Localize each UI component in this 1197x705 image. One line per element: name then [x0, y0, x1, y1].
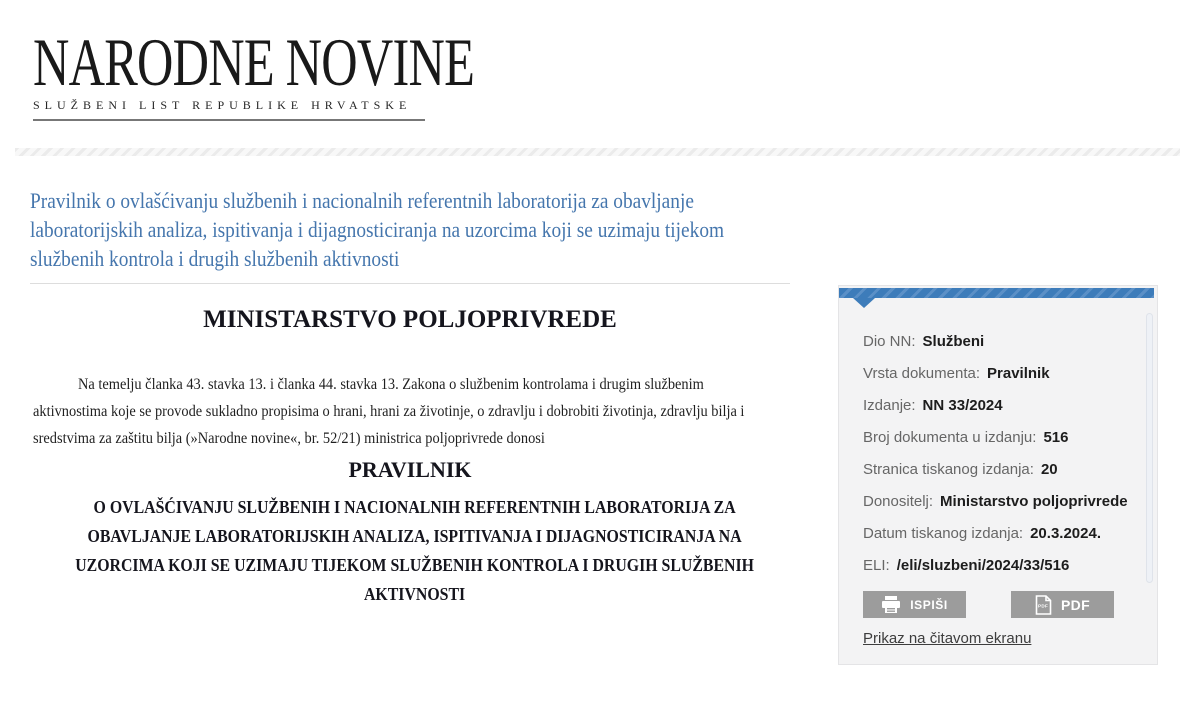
svg-text:PDF: PDF: [1038, 603, 1049, 608]
print-button[interactable]: [863, 591, 966, 618]
print-button-label: ISPIŠI: [910, 597, 948, 612]
metadata-row-izdanje: [863, 396, 1127, 415]
metadata-row-datum: [863, 524, 1127, 543]
field-label: Vrsta dokumenta:: [863, 365, 981, 382]
field-label: Stranica tiskanog izdanja:: [863, 461, 1034, 478]
site-header: [33, 24, 629, 121]
panel-scrollbar-thumb[interactable]: [1146, 313, 1153, 583]
document-type-heading: PRAVILNIK: [348, 457, 472, 482]
field-label: ELI:: [863, 557, 890, 574]
metadata-row-vrsta-dokumenta: [863, 364, 1127, 383]
metadata-row-dio-nn: [863, 332, 1127, 351]
page-title: Pravilnik o ovlašćivanju službenih i nacionalnih referentnih laboratorija za obavljanje laboratorijskih analiza, ispitivanja i dijagnosticiranja na uzorcima koji se uzimaju tijekom službenih kontrola i drugih službenih aktivnosti: [30, 188, 725, 271]
field-value: 516: [1043, 429, 1069, 446]
pattern-divider: [15, 148, 1180, 156]
metadata-list: [863, 332, 1127, 588]
field-value: Pravilnik: [987, 365, 1050, 382]
field-label: Broj dokumenta u izdanju:: [863, 429, 1037, 446]
article-divider: [30, 283, 790, 284]
panel-accent-bar: [839, 288, 1154, 298]
field-value: NN 33/2024: [922, 397, 1003, 414]
ministry-heading: MINISTARSTVO POLJOPRIVREDE: [203, 306, 617, 333]
pdf-file-icon: [1035, 595, 1052, 615]
field-value: Službeni: [922, 333, 985, 350]
preamble-paragraph: Na temelju članka 43. stavka 13. i članka 44. stavka 13. Zakona o službenim kontrolama i drugim službenim aktivnostima koje se provode sukladno propisima o hrani, hrani za životinje, o zdravlju i dobrobiti životinja, zdravlju bilja i sredstvima za zaštitu bilja (»Narodne novine«, br. 52/21) ministrica poljoprivrede donosi: [33, 376, 745, 447]
metadata-row-broj-dokumenta: [863, 428, 1127, 447]
field-label: Datum tiskanog izdanja:: [863, 525, 1024, 542]
field-label: Dio NN:: [863, 333, 916, 350]
metadata-row-stranica: [863, 460, 1127, 479]
field-label: Izdanje:: [863, 397, 916, 414]
fullscreen-link[interactable]: Prikaz na čitavom ekranu: [863, 630, 1032, 647]
field-value: 20: [1040, 461, 1058, 478]
metadata-row-donositelj: [863, 492, 1127, 511]
logo-underline: [33, 119, 425, 121]
field-label: Donositelj:: [863, 493, 934, 510]
pdf-button[interactable]: [1011, 591, 1114, 618]
metadata-panel: [838, 285, 1158, 665]
printer-icon: [881, 596, 901, 613]
document-title-heading: O OVLAŠĆIVANJU SLUŽBENIH I NACIONALNIH REFERENTNIH LABORATORIJA ZA OBAVLJANJE LABORATORIJSKIH ANALIZA, ISPITIVANJA I DIJAGNOSTICIRANJA NA UZORCIMA KOJI SE UZIMAJU TIJEKOM SLUŽBENIH KONTROLA I DRUGIH SLUŽBENIH AKTIVNOSTI: [75, 497, 754, 604]
logo-subtitle: SLUŽBENI LIST REPUBLIKE HRVATSKE: [33, 98, 412, 112]
panel-arrow-icon: [853, 298, 875, 308]
logo-title[interactable]: NARODNE NOVINE: [33, 24, 475, 100]
field-value: Ministarstvo poljoprivrede: [940, 493, 1128, 510]
field-value: /eli/sluzbeni/2024/33/516: [896, 557, 1070, 574]
metadata-row-eli: [863, 556, 1127, 575]
panel-buttons: [863, 591, 1135, 617]
field-value: 20.3.2024.: [1030, 525, 1101, 542]
pdf-button-label: PDF: [1061, 596, 1090, 613]
